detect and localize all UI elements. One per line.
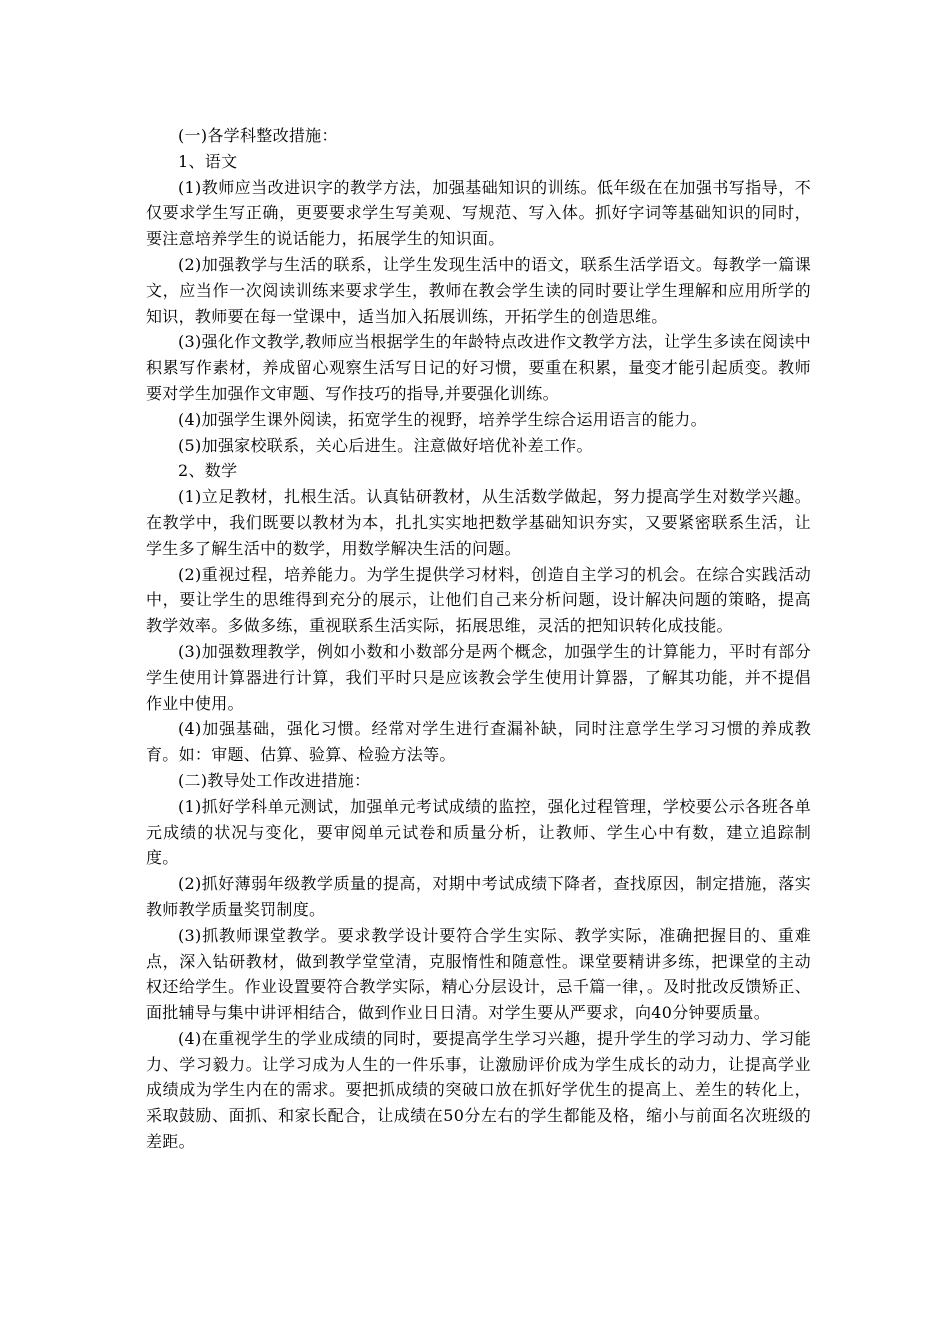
paragraph-chinese-3: (3)强化作文教学,教师应当根据学生的年龄特点改进作文教学方法，让学生多读在阅读中积累写作素材，养成留心观察生活写日记的好习惯，要重在积累，量变才能引起质变。教师要对学生加强作文审题、写作技巧的指导,并要强化训练。 (146, 332, 811, 403)
paragraph-chinese-5: (5)加强家校联系，关心后进生。注意做好培优补差工作。 (178, 435, 593, 455)
paragraph-office-4: (4)在重视学生的学业成绩的同时，要提高学生学习兴趣，提升学生的学习动力、学习能力、学习毅力。让学习成为人生的一件乐事，让激励评价成为学生成长的动力，让提高学业成绩成为学生内在的需求。要把抓成绩的突破口放在抓好学优生的提高上、差生的转化上，采取鼓励、面抓、和家长配合，让成绩在50分左右的学生都能及格，缩小与前面名次班级的差距。 (146, 1028, 811, 1152)
subheading-chinese: 1、语文 (178, 151, 238, 171)
subheading-math: 2、数学 (178, 461, 238, 481)
paragraph-office-3: (3)抓教师课堂教学。要求教学设计要符合学生实际、教学实际，准确把握目的、重难点，深入钻研教材，做到教学堂堂清，克服惰性和随意性。课堂要精讲多练，把课堂的主动权还给学生。作业设置要符合教学实际，精心分层设计，忌千篇一律，。及时批改反馈矫正、面批辅导与集中讲评相结合，做到作业日日清。对学生要从严要求，向40分钟要质量。 (146, 925, 811, 1023)
paragraph-chinese-4: (4)加强学生课外阅读，拓宽学生的视野，培养学生综合运用语言的能力。 (178, 409, 707, 429)
paragraph-math-4: (4)加强基础，强化习惯。经常对学生进行查漏补缺，同时注意学生学习习惯的养成教育。如：审题、估算、验算、检验方法等。 (146, 719, 811, 765)
paragraph-math-2: (2)重视过程，培养能力。为学生提供学习材料，创造自主学习的机会。在综合实践活动中，要让学生的思维得到充分的展示，让他们自己来分析问题，设计解决问题的策略，提高教学效率。多做多练，重视联系生活实际，拓展思维，灵活的把知识转化成技能。 (146, 564, 811, 636)
section-heading-office-measures: (二)教导处工作改进措施： (178, 770, 371, 790)
paragraph-chinese-1: (1)教师应当改进识字的教学方法，加强基础知识的训练。低年级在在加强书写指导，不仅要求学生写正确，更要要求学生写美观、写规范、写入体。抓好字词等基础知识的同时，要注意培养学生的说话能力，拓展学生的知识面。 (146, 177, 811, 249)
document-page (146, 123, 811, 1155)
paragraph-office-2: (2)抓好薄弱年级教学质量的提高，对期中考试成绩下降者，查找原因，制定措施，落实教师教学质量奖罚制度。 (146, 874, 811, 919)
paragraph-office-1: (1)抓好学科单元测试，加强单元考试成绩的监控，强化过程管理，学校要公示各班各单元成绩的状况与变化，要审阅单元试卷和质量分析，让教师、学生心中有数，建立追踪制度。 (146, 796, 811, 868)
paragraph-chinese-2: (2)加强教学与生活的联系，让学生发现生活中的语文，联系生活学语文。每教学一篇课文，应当作一次阅读训练来要求学生，教师在教会学生读的同时要让学生理解和应用所学的知识，教师要在每一堂课中，适当加入拓展训练，开拓学生的创造思维。 (146, 254, 811, 326)
paragraph-math-3: (3)加强数理教学，例如小数和小数部分是两个概念，加强学生的计算能力，平时有部分学生使用计算器进行计算，我们平时只是应该教会学生使用计算器，了解其功能，并不提倡作业中使用。 (146, 641, 811, 713)
paragraph-math-1: (1)立足教材，扎根生活。认真钻研教材，从生活数学做起，努力提高学生对数学兴趣。在教学中，我们既要以教材为本，扎扎实实地把数学基础知识夯实，又要紧密联系生活，让学生多了解生活中的数学，用数学解决生活的问题。 (146, 487, 811, 558)
section-heading-subject-measures: (一)各学科整改措施： (178, 126, 338, 145)
